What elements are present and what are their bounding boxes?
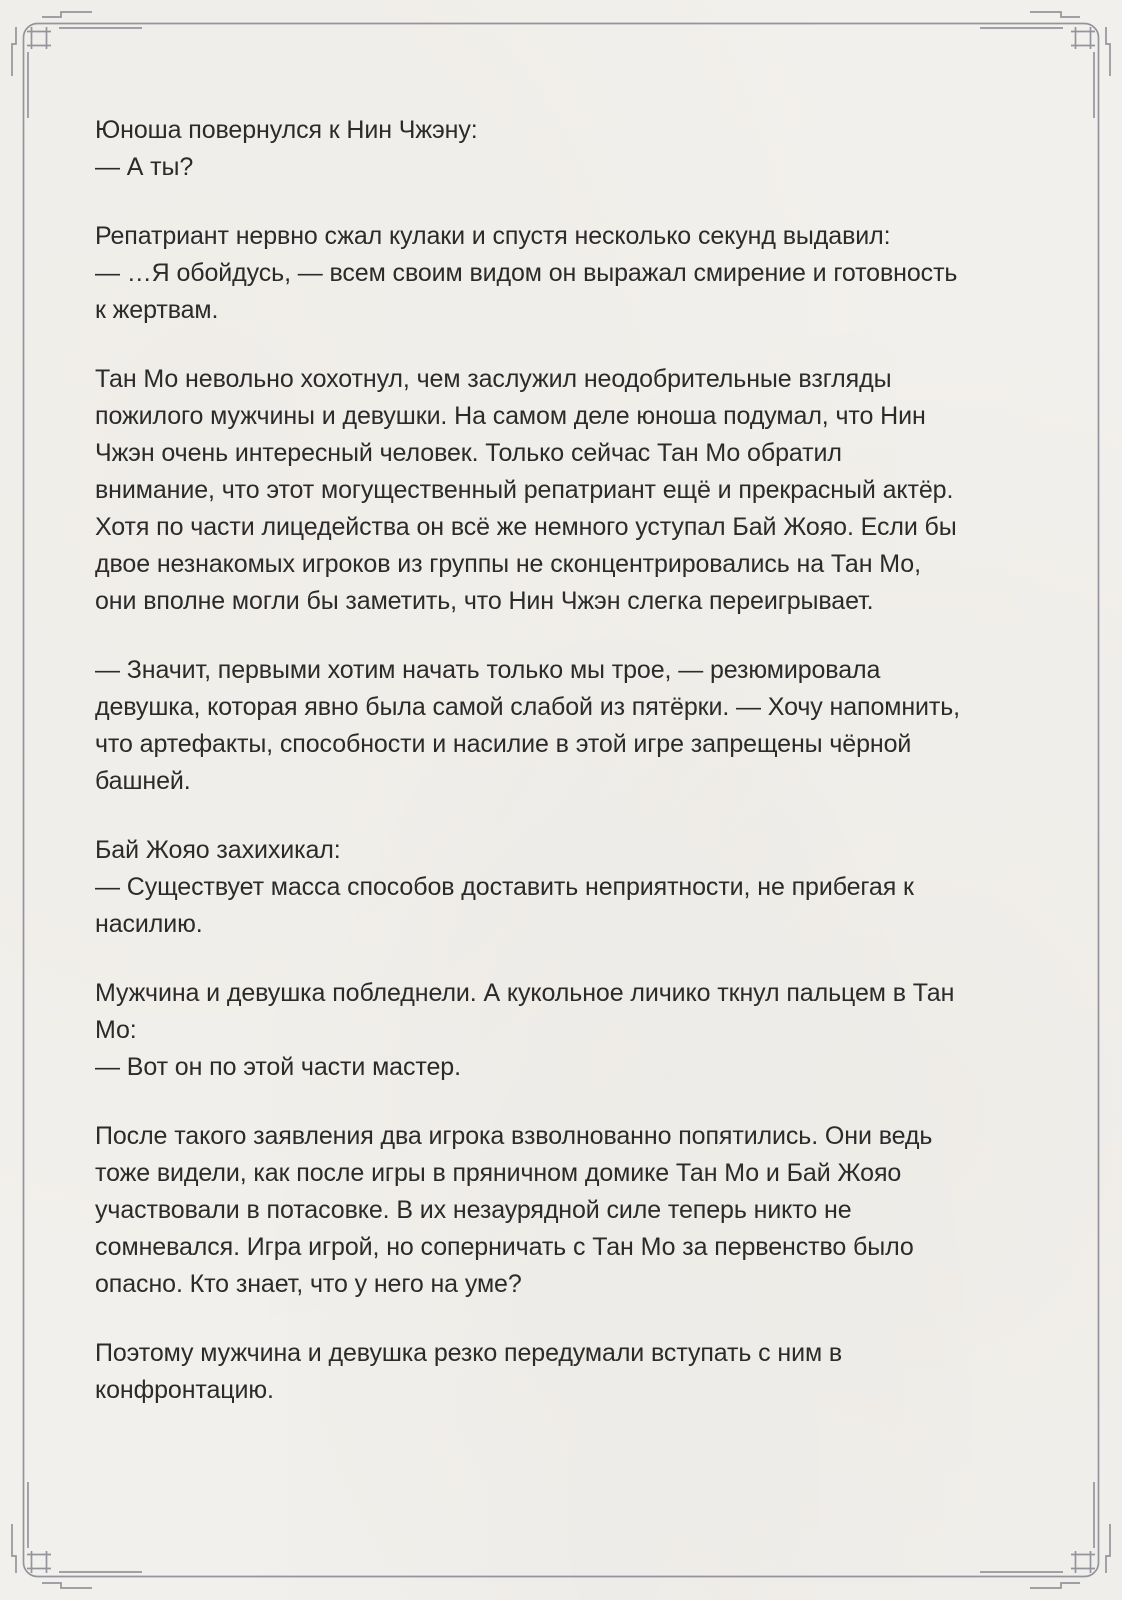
text-line: девушка, которая явно была самой слабой из пятёрки. — Хочу напомнить, xyxy=(95,693,961,721)
text-line: Мужчина и девушка побледнели. А кукольное личико ткнул пальцем в Тан xyxy=(95,979,955,1007)
text-line: пожилого мужчины и девушки. На самом деле юноша подумал, что Нин xyxy=(95,402,926,430)
text-line: — …Я обойдусь, — всем своим видом он выражал смирение и готовность xyxy=(95,259,958,287)
text-line: к жертвам. xyxy=(95,296,219,324)
paragraph xyxy=(95,1118,1035,1303)
text-line: насилию. xyxy=(95,910,203,938)
text-line: Хотя по части лицедейства он всё же немного уступал Бай Жояо. Если бы xyxy=(95,513,957,541)
text-line: они вполне могли бы заметить, что Нин Чжэн слегка переигрывает. xyxy=(95,587,874,615)
corner-ornament-top-left xyxy=(12,12,142,118)
paragraph xyxy=(95,652,1035,800)
corner-ornament-bottom-right xyxy=(980,1482,1110,1588)
text-line: Тан Мо невольно хохотнул, чем заслужил неодобрительные взгляды xyxy=(95,365,892,393)
text-line: башней. xyxy=(95,767,191,795)
text-line: Бай Жояо захихикал: xyxy=(95,836,341,864)
text-line: что артефакты, способности и насилие в этой игре запрещены чёрной xyxy=(95,730,912,758)
text-line: После такого заявления два игрока взволнованно попятились. Они ведь xyxy=(95,1122,933,1150)
text-line: внимание, что этот могущественный репатриант ещё и прекрасный актёр. xyxy=(95,476,954,504)
text-line: опасно. Кто знает, что у него на уме? xyxy=(95,1270,522,1298)
text-line: сомневался. Игра игрой, но соперничать с Тан Мо за первенство было xyxy=(95,1233,914,1261)
text-line: Поэтому мужчина и девушка резко передумали вступать с ним в xyxy=(95,1339,843,1367)
text-line: Юноша повернулся к Нин Чжэну: xyxy=(95,116,478,144)
corner-ornament-top-right xyxy=(980,12,1110,118)
paragraph xyxy=(95,218,1035,329)
paragraph xyxy=(95,975,1035,1086)
paragraph xyxy=(95,112,1035,186)
text-line: Репатриант нервно сжал кулаки и спустя несколько секунд выдавил: xyxy=(95,222,891,250)
text-line: тоже видели, как после игры в пряничном домике Тан Мо и Бай Жояо xyxy=(95,1159,902,1187)
text-line: двое незнакомых игроков из группы не сконцентрировались на Тан Мо, xyxy=(95,550,921,578)
paragraph xyxy=(95,361,1035,620)
paragraph xyxy=(95,1335,1035,1409)
text-line: — Существует масса способов доставить неприятности, не прибегая к xyxy=(95,873,914,901)
page-text xyxy=(95,112,1035,1441)
corner-ornament-bottom-left xyxy=(12,1482,142,1588)
text-line: — Вот он по этой части мастер. xyxy=(95,1053,461,1081)
text-line: Мо: xyxy=(95,1016,137,1044)
text-line: участвовали в потасовке. В их незаурядной силе теперь никто не xyxy=(95,1196,852,1224)
text-line: Чжэн очень интересный человек. Только сейчас Тан Мо обратил xyxy=(95,439,842,467)
text-line: — Значит, первыми хотим начать только мы трое, — резюмировала xyxy=(95,656,881,684)
text-line: конфронтацию. xyxy=(95,1376,274,1404)
paragraph xyxy=(95,832,1035,943)
text-line: — А ты? xyxy=(95,153,194,181)
